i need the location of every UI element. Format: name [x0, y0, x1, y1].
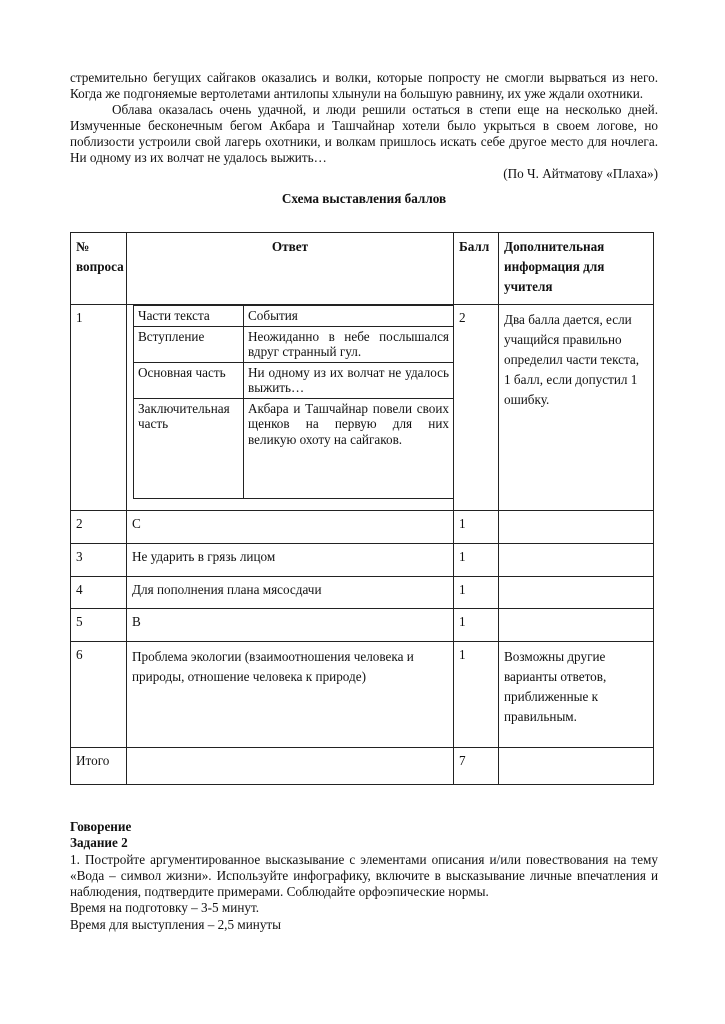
row-answer: Не ударить в грязь лицом [127, 544, 454, 577]
row-answer: С [127, 511, 454, 544]
prep-time: Время на подготовку – 3-5 минут. [70, 900, 260, 916]
table-row [71, 544, 654, 577]
row-extra [499, 609, 654, 642]
inner-event: Неожиданно в небе послышался вдруг странный гул. [244, 326, 454, 362]
table-row [71, 609, 654, 642]
row-extra [499, 577, 654, 609]
inner-header-row [134, 306, 454, 327]
intro-text [70, 70, 658, 218]
row-num: 1 [71, 305, 127, 511]
table-row [71, 305, 654, 511]
scoring-table [70, 232, 654, 785]
inner-row [134, 398, 454, 498]
total-answer [127, 748, 454, 785]
row-extra: Два балла дается, если учащийся правильно определил части текста, 1 балл, если допустил 1 ошибку. [499, 305, 654, 511]
inner-row [134, 326, 454, 362]
table-row [71, 577, 654, 609]
row-num: 2 [71, 511, 127, 544]
inner-header-event: События [244, 306, 454, 327]
inner-part: Основная часть [134, 362, 244, 398]
row-score: 1 [454, 544, 499, 577]
total-extra [499, 748, 654, 785]
inner-part: Заключительная часть [134, 398, 244, 498]
task-instruction: 1. Постройте аргументированное высказывание с элементами описания и/или повествования на тему «Вода – символ жизни». Используйте инфографику, включите в высказывание личные впечатления и наблюдения, подтвердите примерами. Соблюдайте орфоэпические нормы. [70, 851, 658, 900]
table-row [71, 642, 654, 748]
inner-event: Акбара и Ташчайнар повели своих щенков на первую для них великую охоту на сайгаков. [244, 398, 454, 498]
section-heading: Говорение [70, 819, 132, 834]
row-extra [499, 544, 654, 577]
speaking-section [70, 819, 658, 933]
inner-row [134, 362, 454, 398]
row-score: 1 [454, 577, 499, 609]
row-score: 1 [454, 642, 499, 748]
table-row [71, 511, 654, 544]
total-score: 7 [454, 748, 499, 785]
table-header-row [71, 233, 654, 305]
row-score: 2 [454, 305, 499, 511]
scheme-title: Схема выставления баллов [281, 191, 447, 206]
row-num: 5 [71, 609, 127, 642]
total-label: Итого [71, 748, 127, 785]
row-extra [499, 511, 654, 544]
header-extra: Дополнительная информация для учителя [499, 233, 654, 305]
row-num: 4 [71, 577, 127, 609]
paragraph: стремительно бегущих сайгаков оказались и волки, которые попросту не смогли вырваться из него. Когда же подгоняемые вертолетами антилопы хлынули на большую равнину, их уже ждали охотники. [70, 70, 658, 101]
paragraph: Облава оказалась очень удачной, и люди решили остаться в степи еще на несколько дней. Измученные бесконечным бегом Акбара и Ташчайнар хотели было укрыться в своем логове, но поблизости устроили свой лагерь охотники, и волкам пришлось искать себе другое место для ночлега. Ни одному из их волчат не удалось выжить… [70, 102, 658, 165]
attribution: (По Ч. Айтматову «Плаха») [503, 166, 658, 181]
header-num: № вопроса [71, 233, 127, 305]
row-extra: Возможны другие варианты ответов, приближенные к правильным. [499, 642, 654, 748]
row-score: 1 [454, 609, 499, 642]
task-heading: Задание 2 [70, 835, 128, 851]
table-total-row [71, 748, 654, 785]
row-answer: Для пополнения плана мясосдачи [127, 577, 454, 609]
speech-time: Время для выступления – 2,5 минуты [70, 916, 282, 932]
row-answer: В [127, 609, 454, 642]
inner-header-part: Части текста [134, 306, 244, 327]
inner-part: Вступление [134, 326, 244, 362]
row-num: 6 [71, 642, 127, 748]
inner-event: Ни одному из их волчат не удалось выжить… [244, 362, 454, 398]
row-num: 3 [71, 544, 127, 577]
header-answer: Ответ [127, 233, 454, 305]
row-score: 1 [454, 511, 499, 544]
parts-table [133, 305, 454, 499]
header-score: Балл [454, 233, 499, 305]
row-answer: Проблема экологии (взаимоотношения человека и природы, отношение человека к природе) [127, 642, 454, 748]
row-answer-cell [127, 305, 454, 511]
